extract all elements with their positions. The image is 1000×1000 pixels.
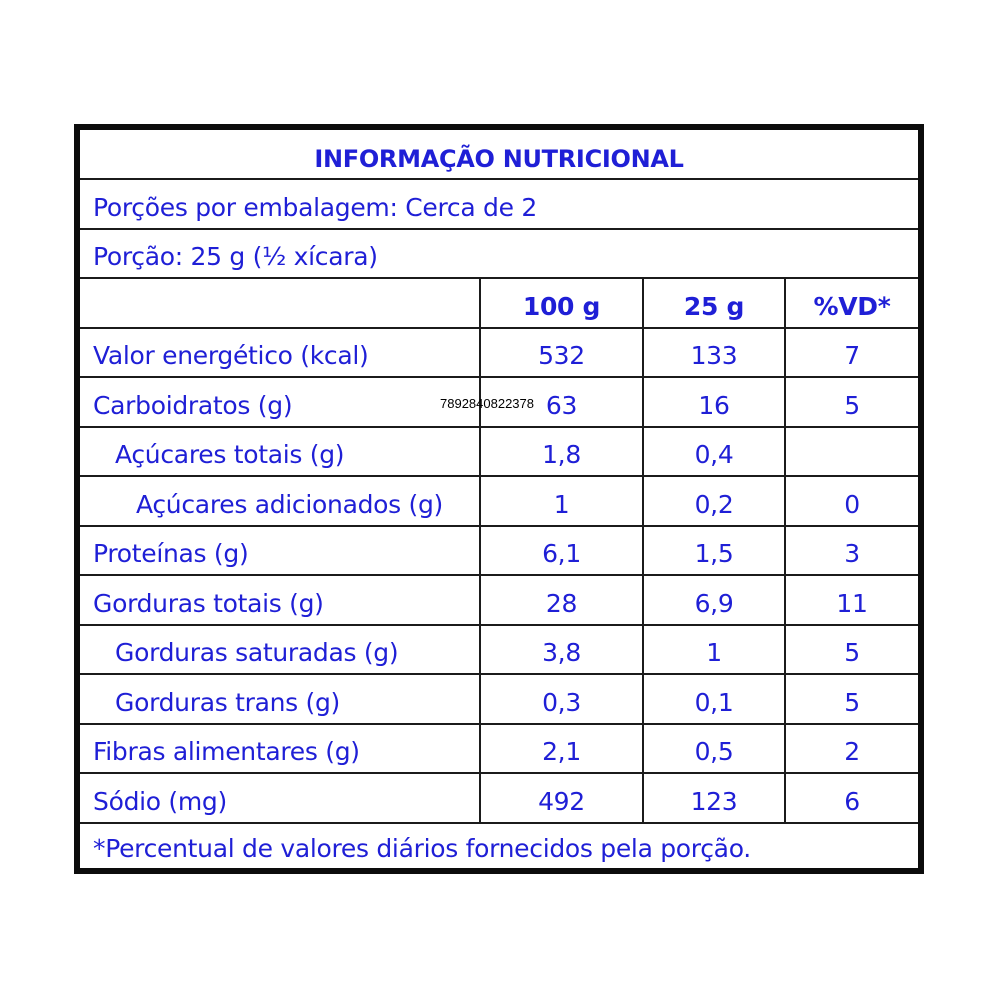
value-daily-percent: 5 bbox=[844, 638, 860, 667]
nutrient-label: Proteínas (g) bbox=[93, 539, 249, 568]
barcode-number: 7892840822378 bbox=[440, 396, 534, 411]
row-divider bbox=[80, 228, 918, 230]
value-per-100g: 1,8 bbox=[542, 440, 581, 469]
value-per-serving: 0,5 bbox=[694, 737, 734, 766]
row-divider bbox=[80, 525, 918, 527]
value-daily-percent: 5 bbox=[844, 391, 860, 420]
row-divider bbox=[80, 475, 918, 477]
serving-size: Porção: 25 g (½ xícara) bbox=[93, 242, 378, 271]
value-per-serving: 16 bbox=[698, 391, 730, 420]
row-divider bbox=[80, 426, 918, 428]
nutrient-label: Carboidratos (g) bbox=[93, 391, 293, 420]
column-divider bbox=[479, 277, 481, 822]
value-per-serving: 123 bbox=[690, 787, 738, 816]
value-per-100g: 0,3 bbox=[542, 688, 581, 717]
value-per-100g: 6,1 bbox=[542, 539, 581, 568]
value-per-100g: 63 bbox=[545, 391, 578, 420]
value-daily-percent: 5 bbox=[844, 688, 860, 717]
value-daily-percent: 2 bbox=[844, 737, 860, 766]
row-divider bbox=[80, 178, 918, 180]
value-per-serving: 0,4 bbox=[694, 440, 734, 469]
nutrition-facts-panel bbox=[74, 124, 924, 874]
nutrient-label: Açúcares totais (g) bbox=[115, 440, 345, 469]
row-divider bbox=[80, 327, 918, 329]
column-header-serving: 25 g bbox=[683, 292, 745, 321]
nutrient-label: Gorduras totais (g) bbox=[93, 589, 324, 618]
nutrient-label: Valor energético (kcal) bbox=[93, 341, 369, 370]
column-header-dv: %VD* bbox=[813, 292, 891, 321]
nutrient-label: Fibras alimentares (g) bbox=[93, 737, 360, 766]
footnote: *Percentual de valores diários fornecidos pela porção. bbox=[93, 834, 751, 863]
row-divider bbox=[80, 723, 918, 725]
nutrient-label: Gorduras saturadas (g) bbox=[115, 638, 399, 667]
row-divider bbox=[80, 277, 918, 279]
row-divider bbox=[80, 376, 918, 378]
nutrient-label: Sódio (mg) bbox=[93, 787, 227, 816]
row-divider bbox=[80, 574, 918, 576]
value-daily-percent: 7 bbox=[844, 341, 860, 370]
nutrient-label: Açúcares adicionados (g) bbox=[136, 490, 443, 519]
nutrient-label: Gorduras trans (g) bbox=[115, 688, 340, 717]
value-per-100g: 1 bbox=[553, 490, 570, 519]
value-daily-percent: 0 bbox=[844, 490, 860, 519]
column-divider bbox=[642, 277, 644, 822]
row-divider bbox=[80, 624, 918, 626]
value-per-serving: 133 bbox=[690, 341, 738, 370]
value-per-serving: 1 bbox=[706, 638, 722, 667]
row-divider bbox=[80, 772, 918, 774]
value-daily-percent: 3 bbox=[844, 539, 860, 568]
column-header-100g: 100 g bbox=[522, 292, 601, 321]
value-per-100g: 3,8 bbox=[542, 638, 581, 667]
value-per-100g: 492 bbox=[538, 787, 585, 816]
column-divider bbox=[784, 277, 786, 822]
value-per-100g: 2,1 bbox=[542, 737, 581, 766]
value-per-serving: 0,2 bbox=[694, 490, 734, 519]
servings-per-package: Porções por embalagem: Cerca de 2 bbox=[93, 193, 537, 222]
value-per-100g: 28 bbox=[545, 589, 578, 618]
value-daily-percent: 11 bbox=[836, 589, 868, 618]
row-divider bbox=[80, 673, 918, 675]
value-per-serving: 0,1 bbox=[694, 688, 734, 717]
row-divider bbox=[80, 822, 918, 824]
value-daily-percent: 6 bbox=[844, 787, 860, 816]
value-per-serving: 1,5 bbox=[694, 539, 734, 568]
value-per-100g: 532 bbox=[538, 341, 585, 370]
value-per-serving: 6,9 bbox=[694, 589, 734, 618]
table-title: INFORMAÇÃO NUTRICIONAL bbox=[314, 145, 684, 173]
